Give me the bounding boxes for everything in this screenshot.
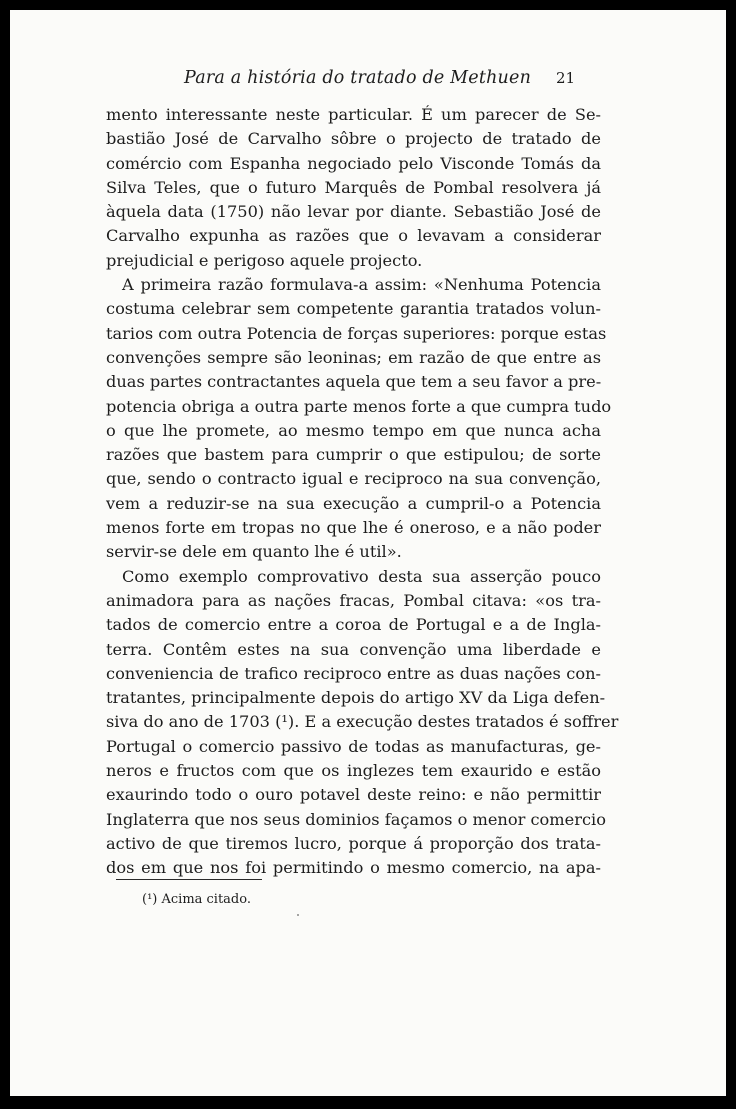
text-line: A primeira razão formulava-a assim: «Nenhuma Potencia [122, 275, 601, 295]
text-line: activo de que tiremos lucro, porque á proporção dos trata- [106, 833, 601, 853]
footnote: (¹) Acima citado. [142, 892, 251, 907]
text-line: tratantes, principalmente depois do artigo XV da Liga defen- [106, 688, 606, 708]
text-line: Carvalho expunha as razões que o levavam a considerar [106, 226, 601, 246]
text-line: exaurindo todo o ouro potavel deste reino: e não permittir [106, 785, 601, 805]
running-title: Para a história do tratado de Methuen [184, 68, 532, 88]
text-line: bastião José de Carvalho sôbre o projecto de tratado de [106, 129, 601, 149]
text-line: Silva Teles, que o futuro Marquês de Pombal resolvera já [106, 177, 601, 197]
text-line: animadora para as nações fracas, Pombal citava: «os tra- [106, 590, 601, 610]
text-line: Inglaterra que nos seus dominios façamos o menor comercio [106, 809, 606, 829]
text-line: razões que bastem para cumprir o que estipulou; de sorte [106, 445, 601, 465]
paper-speck [297, 914, 299, 916]
text-line: prejudicial e perigoso aquele projecto. [106, 250, 423, 270]
text-line: dos em que nos foi permitindo o mesmo comercio, na apa- [106, 858, 601, 878]
book-page [10, 10, 726, 1096]
text-line: tarios com outra Potencia de forças superiores: porque estas [106, 323, 607, 343]
footnote-divider [116, 879, 262, 880]
text-line: servir-se dele em quanto lhe é util». [106, 542, 402, 562]
text-line: comércio com Espanha negociado pelo Visconde Tomás da [106, 153, 601, 173]
text-line: potencia obriga a outra parte menos forte a que cumpra tudo [106, 396, 612, 416]
page-number: 21 [556, 69, 576, 87]
page-header [10, 68, 726, 92]
text-line: conveniencia de trafico reciproco entre as duas nações con- [106, 663, 601, 683]
text-line: convenções sempre são leoninas; em razão de que entre as [106, 347, 601, 367]
body-text [106, 103, 619, 881]
text-line: menos forte em tropas no que lhe é oneroso, e a não poder [106, 518, 601, 538]
text-line: siva do ano de 1703 (¹). E a execução destes tratados é soffrer [106, 712, 619, 732]
text-line: àquela data (1750) não levar por diante. Sebastião José de [106, 202, 601, 222]
text-line: o que lhe promete, ao mesmo tempo em que nunca acha [106, 420, 601, 440]
text-line: que, sendo o contracto igual e reciproco na sua convenção, [106, 469, 601, 489]
text-line: neros e fructos com que os inglezes tem exaurido e estão [106, 761, 601, 781]
text-line: vem a reduzir-se na sua execução a cumpril-o a Potencia [106, 493, 601, 513]
text-line: terra. Contêm estes na sua convenção uma liberdade e [106, 639, 601, 659]
text-line: tados de comercio entre a coroa de Portugal e a de Ingla- [106, 615, 601, 635]
text-line: duas partes contractantes aquela que tem a seu favor a pre- [106, 372, 602, 392]
text-line: Portugal o comercio passivo de todas as manufacturas, ge- [106, 736, 601, 756]
text-line: costuma celebrar sem competente garantia tratados volun- [106, 299, 601, 319]
text-line: Como exemplo comprovativo desta sua asserção pouco [122, 566, 601, 586]
text-line: mento interessante neste particular. É um parecer de Se- [106, 105, 601, 124]
